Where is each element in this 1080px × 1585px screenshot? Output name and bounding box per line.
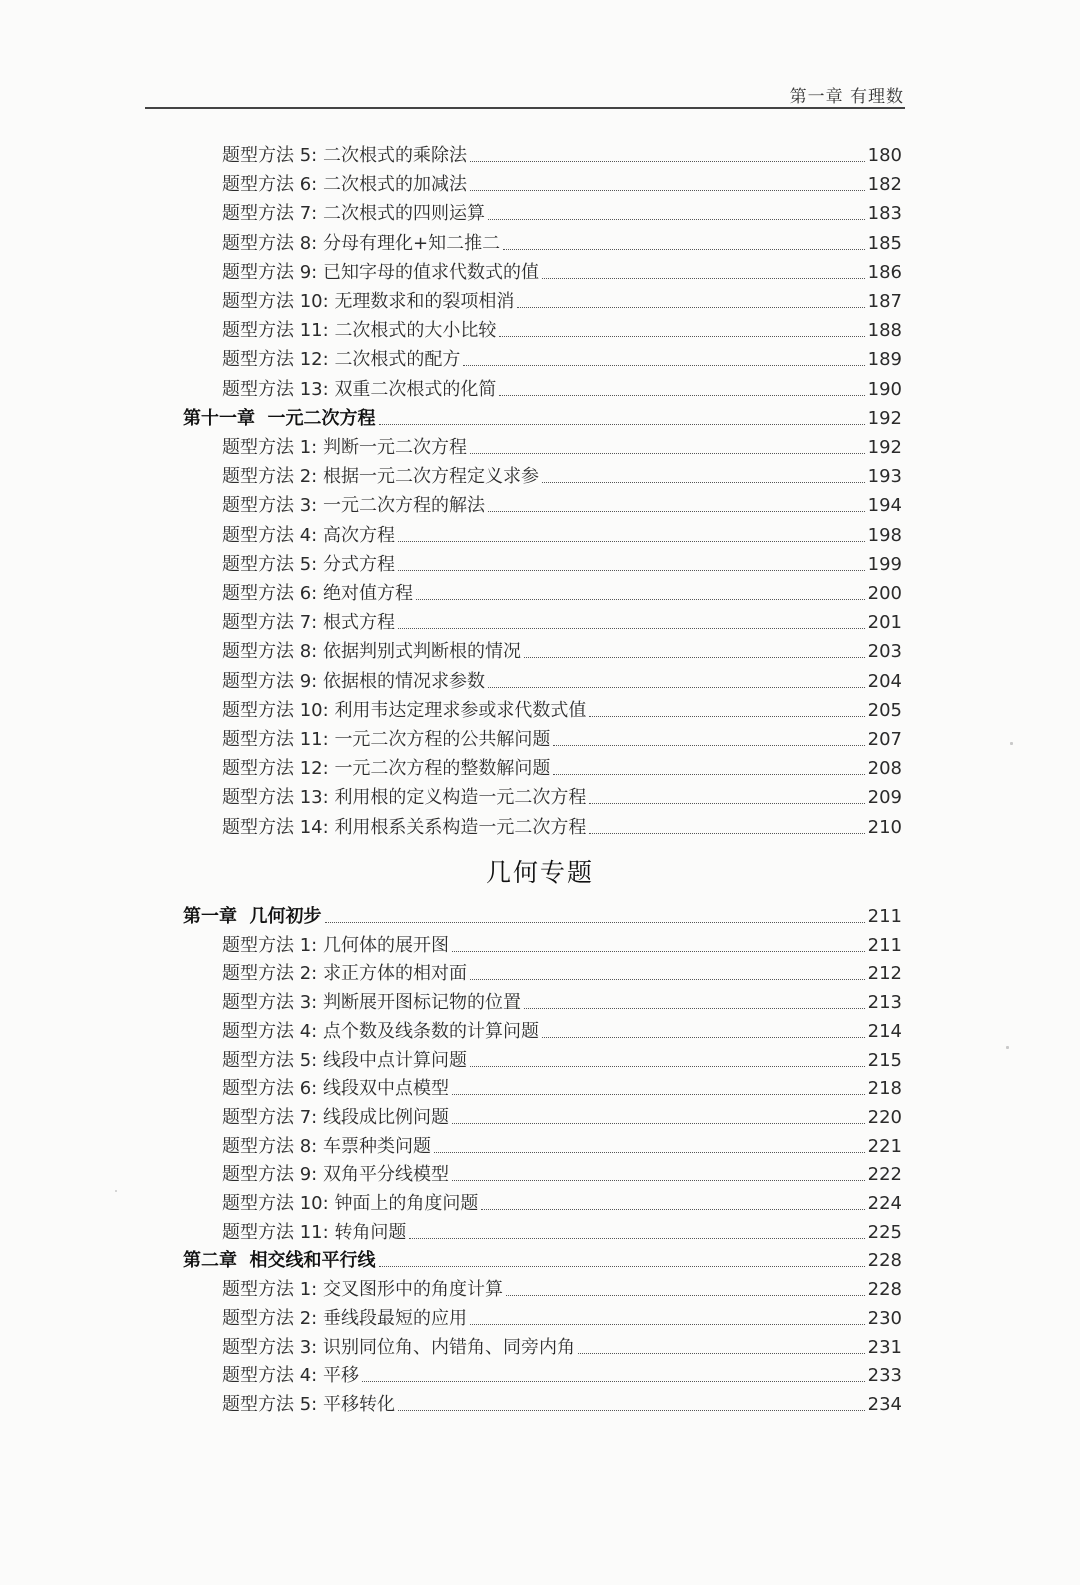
dot-leader xyxy=(517,307,864,308)
toc-method-entry xyxy=(222,1130,902,1159)
toc-method-entry xyxy=(222,1101,902,1130)
page-number: 225 xyxy=(867,1221,902,1243)
method-number: 题型方法 2: xyxy=(222,963,318,985)
dot-leader xyxy=(524,1008,865,1009)
method-title: 线段双中点模型 xyxy=(322,1078,449,1100)
dot-leader xyxy=(499,395,864,396)
method-number: 题型方法 10: xyxy=(222,699,329,721)
toc-method-entry xyxy=(222,577,902,606)
method-title: 车票种类问题 xyxy=(322,1135,431,1157)
label-spacer xyxy=(237,1249,250,1273)
method-title: 分母有理化+知二推二 xyxy=(322,232,501,254)
method-title: 交叉图形中的角度计算 xyxy=(322,1279,503,1301)
page-number: 203 xyxy=(867,641,902,663)
method-number: 题型方法 11: xyxy=(222,320,329,342)
method-number: 题型方法 13: xyxy=(222,378,329,400)
page-number: 185 xyxy=(867,232,902,254)
page-number: 211 xyxy=(867,906,902,927)
page-number: 214 xyxy=(867,1020,902,1042)
dot-leader xyxy=(398,570,865,571)
page-number: 182 xyxy=(867,174,902,196)
method-number: 题型方法 5: xyxy=(222,553,318,575)
method-number: 题型方法 5: xyxy=(222,145,318,166)
toc-method-entry xyxy=(222,1187,902,1216)
method-number: 题型方法 5: xyxy=(222,1393,318,1415)
scan-speck xyxy=(1006,1046,1009,1049)
page-number: 222 xyxy=(867,1164,902,1186)
method-number: 题型方法 6: xyxy=(222,174,318,196)
dot-leader xyxy=(542,278,865,279)
chapter-title: 几何初步 xyxy=(249,906,322,927)
dot-leader xyxy=(589,716,864,717)
page-number: 234 xyxy=(867,1393,902,1415)
page-number: 215 xyxy=(867,1049,902,1071)
page-number: 200 xyxy=(867,583,902,604)
method-number: 题型方法 6: xyxy=(222,1078,318,1100)
method-title: 双角平分线模型 xyxy=(322,1164,449,1186)
method-title: 几何体的展开图 xyxy=(322,934,449,956)
method-number: 题型方法 9: xyxy=(222,261,318,283)
method-title: 高次方程 xyxy=(322,524,395,546)
chapter-title: 一元二次方程 xyxy=(267,407,376,429)
page-number: 188 xyxy=(867,320,902,342)
page-number: 231 xyxy=(867,1336,902,1358)
method-title: 判断一元二次方程 xyxy=(322,437,467,458)
method-number: 题型方法 1: xyxy=(222,1279,318,1301)
page-number: 187 xyxy=(867,291,902,312)
method-number: 题型方法 7: xyxy=(222,612,318,634)
toc-method-entry xyxy=(222,548,902,577)
dot-leader xyxy=(398,541,865,542)
toc-method-entry xyxy=(222,781,902,810)
dot-leader xyxy=(506,1295,865,1296)
method-number: 题型方法 3: xyxy=(222,992,318,1014)
toc-method-entry xyxy=(222,314,902,343)
toc-method-entry xyxy=(222,431,902,460)
method-number: 题型方法 6: xyxy=(222,583,318,604)
dot-leader xyxy=(589,833,864,834)
page-number: 218 xyxy=(867,1078,902,1100)
label-spacer xyxy=(237,905,250,929)
toc-method-entry xyxy=(222,665,902,694)
chapter-number: 第一章 xyxy=(183,906,237,927)
method-title: 依据判别式判断根的情况 xyxy=(322,641,521,663)
section-title: 几何专题 xyxy=(485,858,594,887)
method-title: 双重二次根式的化简 xyxy=(334,378,497,400)
page-number: 221 xyxy=(867,1135,902,1157)
dot-leader xyxy=(452,1123,865,1124)
dot-leader xyxy=(470,161,865,162)
toc-method-entry xyxy=(222,373,902,402)
method-title: 平移 xyxy=(322,1365,359,1387)
method-number: 题型方法 1: xyxy=(222,934,318,956)
dot-leader xyxy=(488,511,865,512)
method-title: 判断展开图标记物的位置 xyxy=(322,992,521,1014)
method-title: 二次根式的加减法 xyxy=(322,174,467,196)
method-title: 依据根的情况求参数 xyxy=(322,670,485,692)
method-title: 无理数求和的裂项相消 xyxy=(334,291,515,312)
running-header: 第一章 有理数 xyxy=(789,87,904,107)
toc-method-entry xyxy=(222,1072,902,1101)
page-number: 193 xyxy=(867,466,902,488)
dot-leader xyxy=(470,453,865,454)
chapter-number: 第二章 xyxy=(183,1250,237,1272)
dot-leader xyxy=(325,922,865,923)
header-rule xyxy=(145,107,905,109)
toc-method-entry xyxy=(222,285,902,314)
toc-method-entry xyxy=(222,1216,902,1245)
dot-leader xyxy=(379,1266,865,1267)
toc-method-entry xyxy=(222,1015,902,1044)
method-title: 平移转化 xyxy=(322,1393,395,1415)
method-number: 题型方法 10: xyxy=(222,291,329,312)
method-title: 根式方程 xyxy=(322,612,395,634)
page-number: 210 xyxy=(867,816,902,838)
page-number: 201 xyxy=(867,612,902,634)
toc-method-entry xyxy=(222,489,902,518)
method-number: 题型方法 4: xyxy=(222,1020,318,1042)
dot-leader xyxy=(470,979,865,980)
method-number: 题型方法 9: xyxy=(222,670,318,692)
toc-method-entry xyxy=(222,256,902,285)
label-spacer xyxy=(255,407,268,431)
method-title: 已知字母的值求代数式的值 xyxy=(322,261,539,283)
page-number: 233 xyxy=(867,1365,902,1387)
page-number: 220 xyxy=(867,1106,902,1128)
toc-method-entry xyxy=(222,1388,902,1417)
method-number: 题型方法 7: xyxy=(222,203,318,225)
method-number: 题型方法 8: xyxy=(222,232,318,254)
toc-method-entry xyxy=(222,1331,902,1360)
page-number: 208 xyxy=(867,758,902,780)
method-title: 绝对值方程 xyxy=(322,583,413,604)
method-title: 识别同位角、内错角、同旁内角 xyxy=(322,1336,575,1358)
method-title: 一元二次方程的公共解问题 xyxy=(334,729,551,750)
page-number: 212 xyxy=(867,963,902,985)
method-number: 题型方法 9: xyxy=(222,1164,318,1186)
dot-leader xyxy=(488,219,865,220)
dot-leader xyxy=(452,1180,865,1181)
method-number: 题型方法 11: xyxy=(222,1221,329,1243)
page-number: 207 xyxy=(867,729,902,750)
method-number: 题型方法 7: xyxy=(222,1106,318,1128)
dot-leader xyxy=(553,774,864,775)
page-number: 205 xyxy=(867,699,902,721)
page-number: 211 xyxy=(867,934,902,956)
toc-method-entry xyxy=(222,986,902,1015)
method-number: 题型方法 12: xyxy=(222,349,329,371)
toc-chapter-entry xyxy=(183,900,902,929)
dot-leader xyxy=(452,1094,865,1095)
method-title: 利用根的定义构造一元二次方程 xyxy=(334,787,587,809)
method-number: 题型方法 1: xyxy=(222,437,318,458)
dot-leader xyxy=(398,1410,865,1411)
dot-leader xyxy=(542,482,865,483)
toc-method-entry xyxy=(222,139,902,168)
dot-leader xyxy=(499,336,864,337)
chapter-title: 相交线和平行线 xyxy=(249,1250,376,1272)
page-number: 228 xyxy=(867,1279,902,1301)
method-title: 线段中点计算问题 xyxy=(322,1049,467,1071)
dot-leader xyxy=(481,1209,864,1210)
method-number: 题型方法 4: xyxy=(222,1365,318,1387)
method-number: 题型方法 8: xyxy=(222,1135,318,1157)
toc-chapter-entry xyxy=(183,1244,902,1273)
method-title: 二次根式的四则运算 xyxy=(322,203,485,225)
dot-leader xyxy=(470,1324,865,1325)
method-number: 题型方法 2: xyxy=(222,466,318,488)
toc-method-entry xyxy=(222,197,902,226)
method-number: 题型方法 2: xyxy=(222,1307,318,1329)
page-number: 180 xyxy=(867,145,902,166)
toc-method-entry xyxy=(222,1302,902,1331)
method-number: 题型方法 4: xyxy=(222,524,318,546)
page-number: 198 xyxy=(867,524,902,546)
dot-leader xyxy=(463,365,864,366)
method-title: 求正方体的相对面 xyxy=(322,963,467,985)
scan-speck xyxy=(115,1190,117,1192)
dot-leader xyxy=(470,1066,865,1067)
toc-method-entry xyxy=(222,343,902,372)
toc-method-entry xyxy=(222,227,902,256)
toc-method-entry xyxy=(222,957,902,986)
method-title: 二次根式的配方 xyxy=(334,349,461,371)
toc-method-entry xyxy=(222,694,902,723)
dot-leader xyxy=(452,951,865,952)
page-number: 228 xyxy=(867,1250,902,1272)
dot-leader xyxy=(416,599,865,600)
method-number: 题型方法 3: xyxy=(222,495,318,517)
dot-leader xyxy=(470,190,865,191)
dot-leader xyxy=(542,1037,865,1038)
toc-method-entry xyxy=(222,811,902,840)
toc-method-entry xyxy=(222,1359,902,1388)
dot-leader xyxy=(362,1381,865,1382)
method-title: 点个数及线条数的计算问题 xyxy=(322,1020,539,1042)
dot-leader xyxy=(488,687,865,688)
chapter-number: 第十一章 xyxy=(183,407,255,429)
toc-method-entry xyxy=(222,752,902,781)
toc-method-entry xyxy=(222,1044,902,1073)
method-title: 利用根系关系构造一元二次方程 xyxy=(334,816,587,838)
dot-leader xyxy=(398,628,865,629)
page-number: 192 xyxy=(867,407,902,429)
toc-method-entry xyxy=(222,606,902,635)
toc-method-entry xyxy=(222,929,902,958)
method-title: 线段成比例问题 xyxy=(322,1106,449,1128)
page-number: 204 xyxy=(867,670,902,692)
method-title: 垂线段最短的应用 xyxy=(322,1307,467,1329)
page-number: 230 xyxy=(867,1307,902,1329)
method-title: 转角问题 xyxy=(334,1221,407,1243)
page-number: 213 xyxy=(867,992,902,1014)
dot-leader xyxy=(503,249,865,250)
toc-method-entry xyxy=(222,460,902,489)
dot-leader xyxy=(553,745,864,746)
method-number: 题型方法 13: xyxy=(222,787,329,809)
method-number: 题型方法 8: xyxy=(222,641,318,663)
method-number: 题型方法 11: xyxy=(222,729,329,750)
page-number: 189 xyxy=(867,349,902,371)
page-number: 186 xyxy=(867,261,902,283)
dot-leader xyxy=(434,1152,865,1153)
dot-leader xyxy=(578,1353,865,1354)
toc-method-entry xyxy=(222,1273,902,1302)
page-number: 199 xyxy=(867,553,902,575)
method-number: 题型方法 3: xyxy=(222,1336,318,1358)
page-number: 194 xyxy=(867,495,902,517)
page-number: 190 xyxy=(867,378,902,400)
page-number: 183 xyxy=(867,203,902,225)
method-title: 二次根式的大小比较 xyxy=(334,320,497,342)
dot-leader xyxy=(589,803,864,804)
page-number: 192 xyxy=(867,437,902,458)
dot-leader xyxy=(379,424,865,425)
toc-method-entry xyxy=(222,723,902,752)
dot-leader xyxy=(524,657,865,658)
toc-method-entry xyxy=(222,1158,902,1187)
method-number: 题型方法 10: xyxy=(222,1193,329,1214)
toc-method-entry xyxy=(222,519,902,548)
method-title: 分式方程 xyxy=(322,553,395,575)
method-number: 题型方法 12: xyxy=(222,758,329,780)
method-title: 一元二次方程的解法 xyxy=(322,495,485,517)
method-title: 一元二次方程的整数解问题 xyxy=(334,758,551,780)
scan-speck xyxy=(1010,742,1013,745)
page-number: 224 xyxy=(867,1193,902,1214)
toc-method-entry xyxy=(222,635,902,664)
page-number: 209 xyxy=(867,787,902,809)
method-title: 二次根式的乘除法 xyxy=(322,145,467,166)
dot-leader xyxy=(409,1238,864,1239)
method-number: 题型方法 14: xyxy=(222,816,329,838)
toc-method-entry xyxy=(222,168,902,197)
method-title: 利用韦达定理求参或求代数式值 xyxy=(334,699,587,721)
method-number: 题型方法 5: xyxy=(222,1049,318,1071)
method-title: 根据一元二次方程定义求参 xyxy=(322,466,539,488)
toc-chapter-entry xyxy=(183,402,902,431)
method-title: 钟面上的角度问题 xyxy=(334,1193,479,1214)
